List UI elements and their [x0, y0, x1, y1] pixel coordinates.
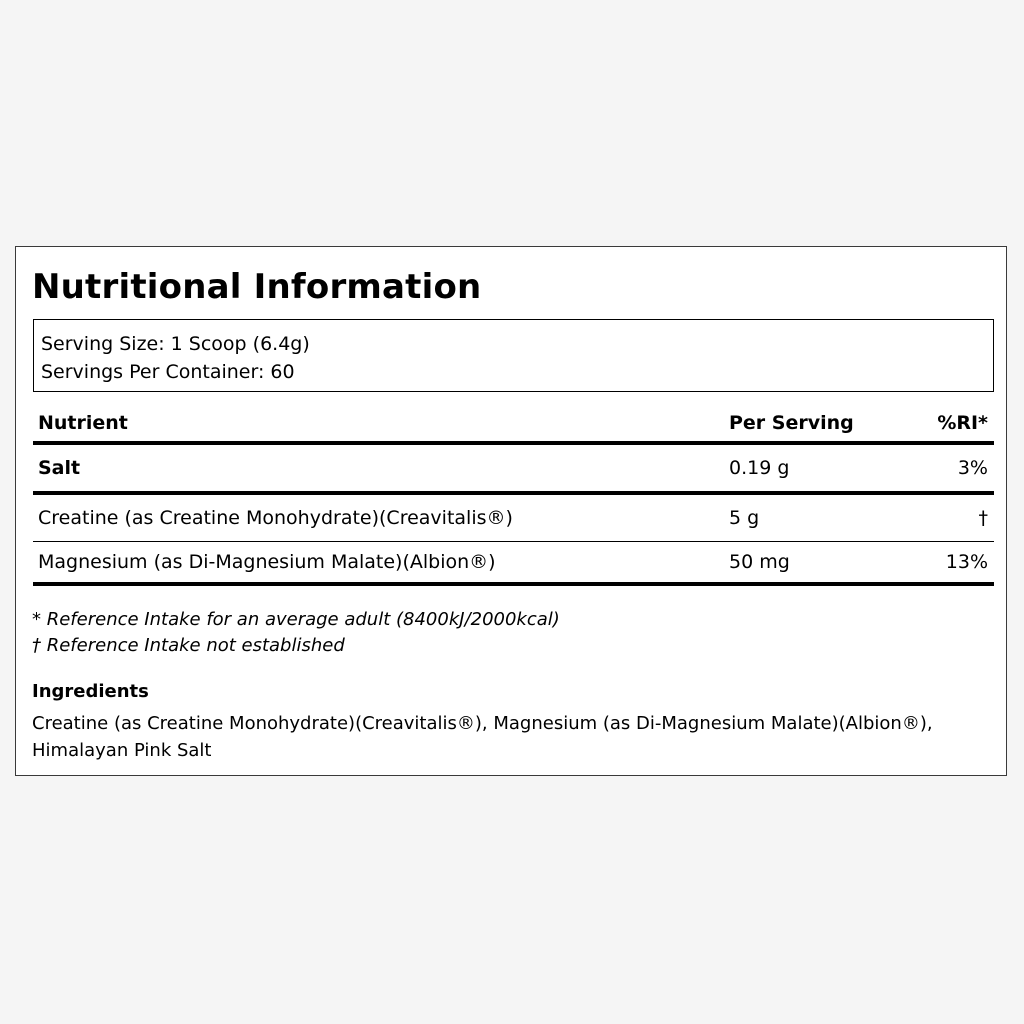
header-per-serving: Per Serving: [729, 412, 854, 434]
nutrition-table: [33, 405, 994, 586]
divider-thick: [33, 582, 994, 586]
servings-per-container: Servings Per Container: 60: [41, 361, 295, 383]
ingredients-text: Creatine (as Creatine Monohydrate)(Creavitalis®), Magnesium (as Di-Magnesium Malate)(Albion®), Himalayan Pink Salt: [32, 713, 933, 761]
nutrient-name: Salt: [38, 457, 81, 479]
footnotes: [32, 607, 560, 659]
ri-value: †: [978, 507, 988, 529]
ri-value: 3%: [957, 457, 988, 479]
ri-value: 13%: [945, 551, 988, 573]
serving-info-box: [33, 319, 994, 392]
nutrient-name: Magnesium (as Di-Magnesium Malate)(Albion®): [38, 551, 496, 573]
header-nutrient: Nutrient: [38, 412, 128, 434]
table-row: [33, 445, 994, 491]
serving-size: Serving Size: 1 Scoop (6.4g): [41, 333, 310, 355]
nutrient-name: Creatine (as Creatine Monohydrate)(Creavitalis®): [38, 507, 513, 529]
nutrition-panel: [15, 246, 1007, 776]
per-serving-value: 5 g: [729, 507, 760, 529]
table-row: [33, 495, 994, 541]
per-serving-value: 50 mg: [729, 551, 790, 573]
ingredients-heading: Ingredients: [32, 681, 149, 702]
page-title: Nutritional Information: [32, 267, 482, 307]
header-ri: %RI*: [937, 412, 988, 434]
footnote-ri: * Reference Intake for an average adult (8400kJ/2000kcal): [32, 609, 560, 630]
table-header-row: [33, 405, 994, 441]
footnote-dagger: † Reference Intake not established: [32, 635, 345, 656]
table-row: [33, 542, 994, 582]
per-serving-value: 0.19 g: [729, 457, 790, 479]
